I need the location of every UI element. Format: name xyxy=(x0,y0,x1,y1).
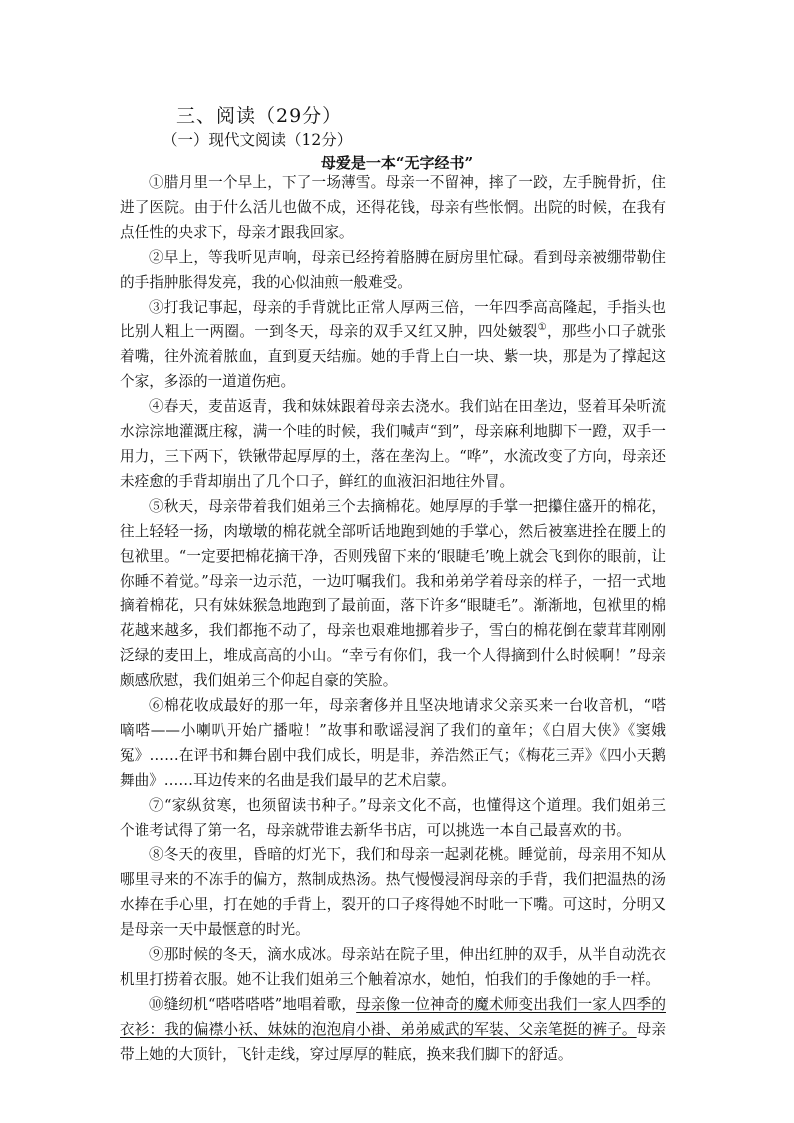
section-title: 三、阅读（29分） xyxy=(176,105,343,127)
paragraph-10-text-cont: 母亲带上她的大顶针，飞针走线，穿过厚厚的鞋底，换来我们脚下的舒适。 xyxy=(120,1020,666,1063)
paragraph-1: ①腊月里一个早上，下了一场薄雪。母亲一不留神，摔了一跤，左手腕骨折，住进了医院。由于什么活儿也做不成，还得花钱，母亲有些怅惘。出院的时候，在我有点任性的央求下，母亲才跟我回家。 xyxy=(120,174,666,241)
article-body xyxy=(120,171,666,1068)
paragraph-9: ⑨那时候的冬天，滴水成冰。母亲站在院子里，伸出红肿的双手，从半自动洗衣机里打捞着衣服。她不让我们姐弟三个触着凉水，她怕，怕我们的手像她的手一样。 xyxy=(120,946,666,988)
paragraph-3-text: ③打我记事起，母亲的手背就比正常人厚两三倍，一年四季高高隆起，手指头也比别人粗上一两圈。一到冬天，母亲的双手又红又肿，四处皴裂 xyxy=(120,298,666,341)
underlined-sentence: 母亲像一位神奇的魔术师变出我们一家人四季的衣衫：我的偏襟小袄、妹妹的泡泡肩小褂、弟弟威武的军装、父亲笔挺的裤子。 xyxy=(120,995,666,1038)
paragraph-3-text-cont: ，那些小口子就张着嘴，往外流着脓血，直到夏天结痂。她的手背上白一块、紫一块，那是为了撑起这个家，多添的一道道伤疤。 xyxy=(120,323,666,391)
paragraph-10-text: ⑩缝纫机“嗒嗒嗒嗒”地唱着歌， xyxy=(149,995,357,1013)
paragraph-2: ②早上，等我听见声响，母亲已经挎着胳膊在厨房里忙碌。看到母亲被绷带勒住的手指肿胀得发亮，我的心似油煎一般难受。 xyxy=(120,248,666,291)
article-title: 母爱是一本“无字经书” xyxy=(320,154,474,172)
paragraph-8: ⑧冬天的夜里，昏暗的灯光下，我们和母亲一起剥花桃。睡觉前，母亲用不知从哪里寻来的不冻手的偏方，熬制成热汤。热气慢慢浸润母亲的手背，我们把温热的汤水捧在手心里，打在她的手背上，裂开的口子疼得她不时吡一下嘴。可这时，分明又是母亲一天中最惬意的时光。 xyxy=(120,846,666,939)
paragraph-6: ⑥棉花收成最好的那一年，母亲奢侈并且坚决地请求父亲买来一台收音机，“嗒嘀嗒——小喇叭开始广播啦！”故事和歌谣浸润了我们的童年；《白眉大侠》《窦娥冤》……在评书和舞台剧中我们成长，明是非，养浩然正气；《梅花三弄》《四小天鹅舞曲》……耳边传来的名曲是我们最早的艺术启蒙。 xyxy=(120,697,666,789)
section-subtitle: （一）现代文阅读（12分） xyxy=(162,131,353,149)
paragraph-3 xyxy=(120,296,666,396)
paragraph-5: ⑤秋天，母亲带着我们姐弟三个去摘棉花。她厚厚的手掌一把攥住盛开的棉花，往上轻轻一扬，肉墩墩的棉花就全部听话地跑到她的手掌心，然后被塞进拴在腰上的包袱里。“一定要把棉花摘干净，否则残留下来的‘眼睫毛’晚上就会飞到你的眼前，让你睡不着觉。”母亲一边示范，一边叮嘱我们。我和弟弟学着母亲的样子，一招一式地摘着棉花，只有妹妹猴急地跑到了最前面，落下许多“眼睫毛”。渐渐地，包袱里的棉花越来越多，我们都拖不动了，母亲也艰难地挪着步子，雪白的棉花倒在蒙茸茸刚刚泛绿的麦田上，堆成高高的小山。“幸亏有你们，我一个人得摘到什么时候啊！”母亲颇感欣慰，我们姐弟三个仰起自豪的笑脸。 xyxy=(120,497,666,690)
paragraph-10 xyxy=(120,993,666,1068)
footnote-marker: ① xyxy=(537,322,547,334)
paragraph-4: ④春天，麦苗返青，我和妹妹跟着母亲去浇水。我们站在田垄边，竖着耳朵听流水淙淙地灌溉庄稼，满一个哇的时候，我们喊声“到”，母亲麻利地脚下一蹬，双手一用力，三下两下，铁锹带起厚厚的土，落在垄沟上。“哗”，水流改变了方向，母亲还未痊愈的手背却崩出了几个口子，鲜红的血液汩汩地往外冒。 xyxy=(120,398,666,490)
paragraph-7: ⑦“家纵贫寒，也须留读书种子。”母亲文化不高，也懂得这个道理。我们姐弟三个谁考试得了第一名，母亲就带谁去新华书店，可以挑选一本自己最喜欢的书。 xyxy=(120,796,666,839)
